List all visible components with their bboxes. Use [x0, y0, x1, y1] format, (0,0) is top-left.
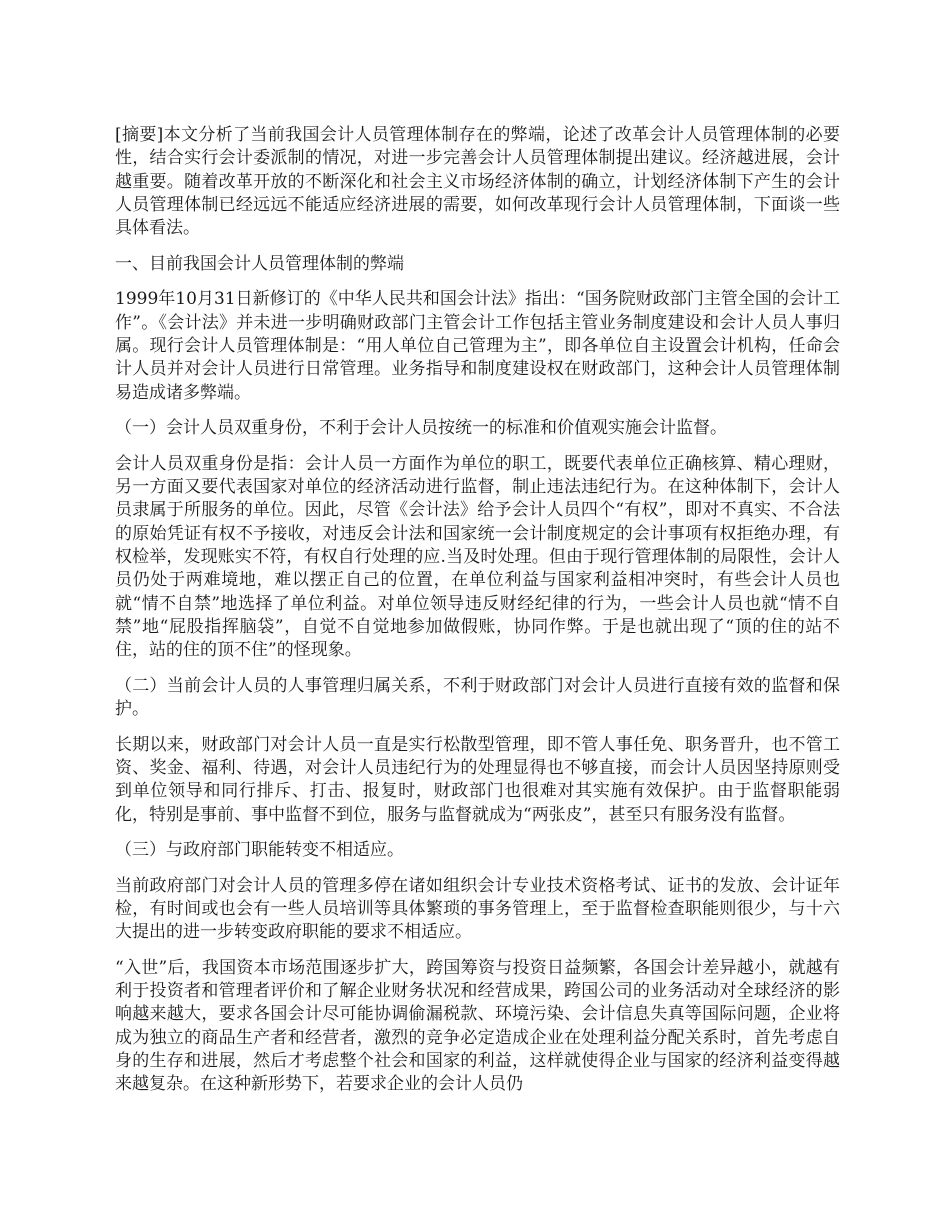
body-paragraph: 当前政府部门对会计人员的管理多停在诸如组织会计专业技术资格考试、证书的发放、会计证年检，有时间或也会有一些人员培训等具体繁琐的事务管理上，至于监督检查职能则很少，与十六大提出的进一步转变政府职能的要求不相适应。: [115, 875, 840, 943]
subsection-heading-1: （一）会计人员双重身份，不利于会计人员按统一的标准和价值观实施会计监督。: [115, 418, 727, 439]
document-body: [115, 124, 840, 1109]
body-paragraph: 会计人员双重身份是指：会计人员一方面作为单位的职工，既要代表单位正确核算、精心理财，另一方面又要代表国家对单位的经济活动进行监督，制止违法违纪行为。在这种体制下，会计人员隶属于所服务的单位。因此，尽管《会计法》给予会计人员四个“有权”，即对不真实、不合法的原始凭证有权不予接收，对违反会计法和国家统一会计制度规定的会计事项有权拒绝办理，有权检举，发现账实不符，有权自行处理的应.当及时处理。但由于现行管理体制的局限性，会计人员仍处于两难境地，难以摆正自己的位置，在单位利益与国家利益相冲突时，有些会计人员也就“情不自禁”地选择了单位利益。对单位领导违反财经纪律的行为，一些会计人员也就“情不自禁”地“屁股指挥脑袋”，自觉不自觉地参加做假账，协同作弊。于是也就出现了“顶的住的站不住，站的住的顶不住”的怪现象。: [115, 453, 840, 661]
body-paragraph: 1999年10月31日新修订的《中华人民共和国会计法》指出：“国务院财政部门主管全国的会计工作”。《会计法》并未进一步明确财政部门主管会计工作包括主管业务制度建设和会计人员人事归属。现行会计人员管理体制是：“用人单位自己管理为主”，即各单位自主设置会计机构，任命会计人员并对会计人员进行日常管理。业务指导和制度建设权在财政部门，这种会计人员管理体制易造成诸多弊端。: [115, 289, 840, 403]
body-paragraph: 长期以来，财政部门对会计人员一直是实行松散型管理，即不管人事任免、职务晋升，也不管工资、奖金、福利、待遇，对会计人员违纪行为的处理显得也不够直接，而会计人员因坚持原则受到单位领导和同行排斥、打击、报复时，财政部门也很难对其实施有效保护。由于监督职能弱化，特别是事前、事中监督不到位，服务与监督就成为“两张皮”，甚至只有服务没有监督。: [115, 734, 840, 825]
body-paragraph: “入世”后，我国资本市场范围逐步扩大，跨国筹资与投资日益频繁，各国会计差异越小，就越有利于投资者和管理者评价和了解企业财务状况和经营成果，跨国公司的业务活动对全球经济的影响越来越大，要求各国会计尽可能协调偷漏税款、环境污染、会计信息失真等国际问题，企业将成为独立的商品生产者和经营者，激烈的竞争必定造成企业在处理利益分配关系时，首先考虑自身的生存和进展，然后才考虑整个社会和国家的利益，这样就使得企业与国家的经济利益变得越来越复杂。在这种新形势下，若要求企业的会计人员仍: [115, 957, 840, 1095]
section-heading-1: 一、目前我国会计人员管理体制的弊端: [115, 253, 404, 274]
subsection-heading-3: （三）与政府部门职能转变不相适应。: [115, 840, 404, 861]
subsection-heading-2: （二）当前会计人员的人事管理归属关系，不利于财政部门对会计人员进行直接有效的监督和保护。: [115, 675, 840, 720]
abstract-paragraph: [摘要]本文分析了当前我国会计人员管理体制存在的弊端，论述了改革会计人员管理体制的必要性，结合实行会计委派制的情况，对进一步完善会计人员管理体制提出建议。经济越进展，会计越重要。随着改革开放的不断深化和社会主义市场经济体制的确立，计划经济体制下产生的会计人员管理体制已经远远不能适应经济进展的需要，如何改革现行会计人员管理体制，下面谈一些具体看法。: [115, 125, 840, 239]
